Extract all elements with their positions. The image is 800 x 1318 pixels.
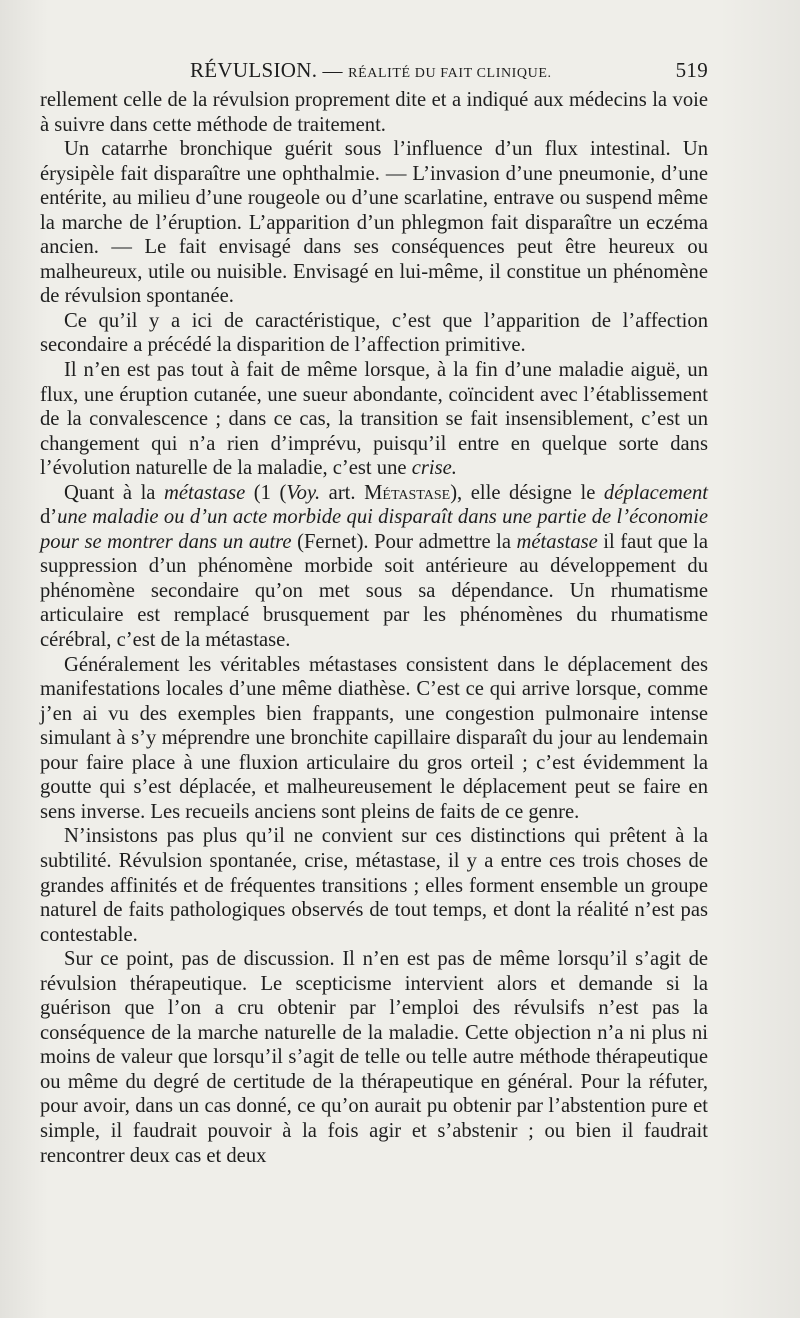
paragraph-4-text: Il n’en est pas tout à fait de même lorsque, à la fin d’une maladie aiguë, un flux, une éruption cutanée, une sueur abondante, coïncident avec l’établissement de la convalescence ; dans ce cas, la transition se fait insensiblement, c’est un changement qui n’a rien d’imprévu, puisqu’il entre en quelque sorte dans l’évolution naturelle de la maladie, c’est une — [40, 359, 708, 480]
p5-ref-metastase: Métastase — [364, 481, 451, 504]
paragraph-4 — [40, 358, 708, 481]
running-title-dash: — — [317, 60, 349, 82]
p5-seg-k: (Fernet). Pour admettre la — [291, 530, 517, 553]
paragraph-5 — [40, 481, 708, 653]
paragraph-1: rellement celle de la révulsion proprement dite et a indiqué aux médecins la voie à suivre dans cette méthode de traitement. — [40, 89, 708, 136]
running-head — [40, 58, 708, 88]
page-number: 519 — [675, 58, 708, 82]
p5-seg-a: Quant à la — [64, 481, 165, 504]
p5-seg-i: d’ — [40, 506, 58, 529]
paragraph-8: Sur ce point, pas de discussion. Il n’en est pas de même lorsqu’il s’agit de révulsion thérapeutique. Le scepticisme intervient alors et demande si la guérison que l’on a cru obtenir par l’emploi des révulsifs n’est pas la conséquence de la marche naturelle de la maladie. Cette objection n’a ni plus ni moins de valeur que lorsqu’il s’agit de telle ou telle autre méthode thérapeutique ou même du degré de certitude de la thérapeutique en général. Pour la réfuter, pour avoir, dans un cas donné, ce qu’on aurait pu obtenir par l’abstention pure et simple, il faudrait pouvoir à la fois agir et s’abstenir ; ou bien il faudrait rencontrer deux cas et deux — [40, 948, 708, 1167]
p5-seg-g: ), elle désigne le — [450, 481, 604, 504]
p5-term-metastase-2: métastase — [516, 530, 598, 553]
p5-definition: une maladie ou d’un acte morbide qui disparaît dans une partie de l’économie pour se montrer dans un autre — [40, 506, 708, 553]
body-text — [40, 88, 708, 1168]
paragraph-2: Un catarrhe bronchique guérit sous l’influence d’un flux intestinal. Un érysipèle fait disparaître une ophthalmie. — L’invasion d’une pneumonie, d’une entérite, au milieu d’une rougeole ou d’une scarlatine, entrave ou suspend même la marche de l’éruption. L’apparition d’un phlegmon fait disparaître un eczéma ancien. — Le fait envisagé dans ses conséquences peut être heureux ou malheureux, utile ou nuisible. Envisagé en lui-même, il constitue un phénomène de révulsion spontanée. — [40, 138, 708, 308]
paragraph-7: N’insistons pas plus qu’il ne convient sur ces distinctions qui prêtent à la subtilité. Révulsion spontanée, crise, métastase, il y a entre ces trois choses de grandes affinités et de fréquentes transitions ; elles forment ensemble un groupe naturel de faits pathologiques observés de tout temps, et dont la réalité n’est pas contestable. — [40, 825, 708, 946]
running-title-main: RÉVULSION. — [190, 58, 318, 82]
p5-voy: Voy. — [286, 481, 321, 504]
paragraph-3: Ce qu’il y a ici de caractéristique, c’est que l’apparition de l’affection secondaire a précédé la disparition de l’affection primitive. — [40, 309, 708, 357]
paragraph-4-crise: crise. — [411, 457, 457, 480]
p5-seg-c: (1 ( — [245, 481, 287, 504]
p5-seg-e: art. — [320, 481, 365, 504]
p5-seg-m: il faut que la suppression d’un phénomène morbide soit antérieure au développement du phénomène secondaire qu’on met sous sa dépendance. Un rhumatisme articulaire est remplacé brusquement par les phénomènes du rhumatisme cérébral, c’est de la métastase. — [40, 530, 708, 652]
p5-term-metastase: métastase — [164, 481, 246, 504]
running-title — [190, 58, 552, 83]
p5-deplacement: déplacement — [603, 481, 708, 504]
paragraph-6: Généralement les véritables métastases consistent dans le déplacement des manifestations locales d’une même diathèse. C’est ce qui arrive lorsque, comme j’en ai vu des exemples bien frappants, une congestion pulmonaire intense simulant à s’y méprendre une bronchite capillaire disparaît du jour au lendemain pour faire place à une fluxion articulaire du gros orteil ; c’est évidemment la goutte qui s’est déplacée, et malheureusement le déplacement peut se faire en sens inverse. Les recueils anciens sont pleins de faits de ce genre. — [40, 653, 708, 823]
running-title-sub: RÉALITÉ DU FAIT CLINIQUE. — [348, 66, 552, 81]
